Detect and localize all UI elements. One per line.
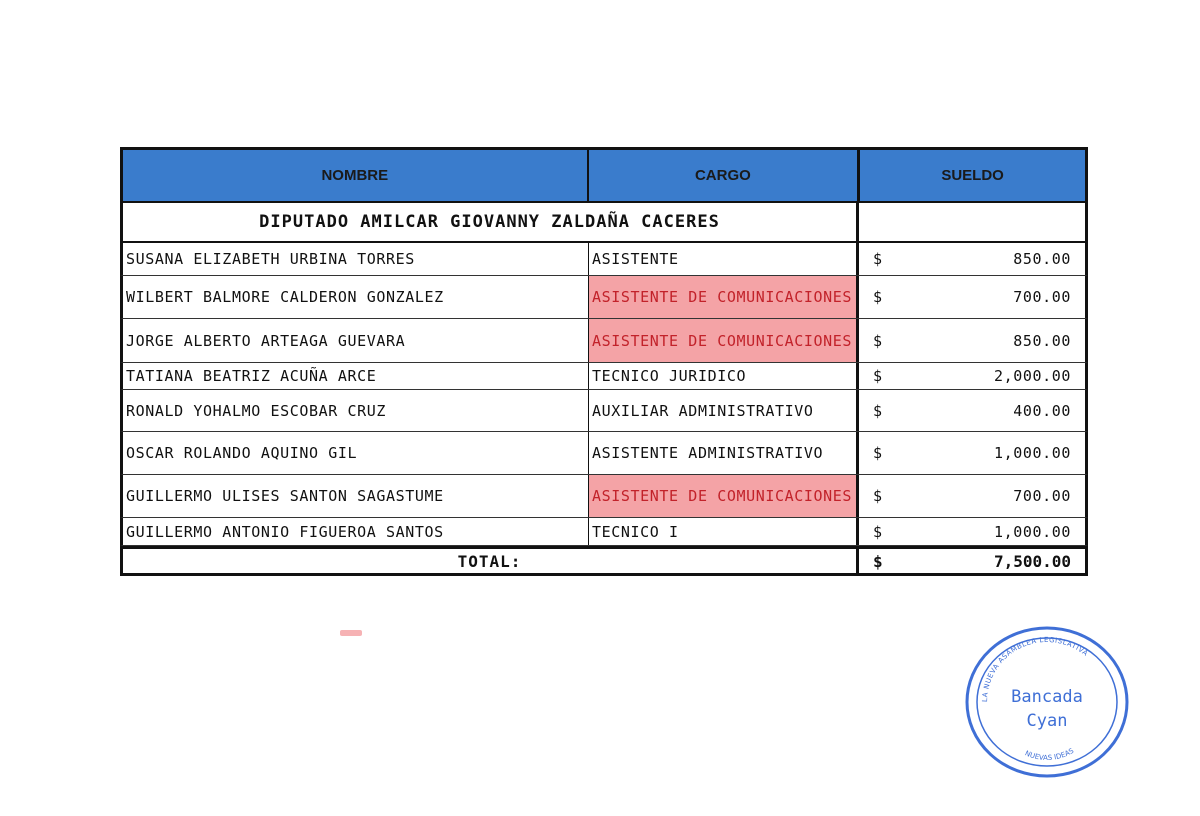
deputy-row [120,203,1088,243]
deputy-blank-cell [859,203,1085,241]
cell-sueldo [859,319,1085,362]
salary-amount: 400.00 [1013,401,1071,420]
currency-symbol: $ [873,367,883,385]
total-amount-cell [859,549,1085,573]
cell-nombre: GUILLERMO ANTONIO FIGUEROA SANTOS [123,518,589,545]
svg-text:NUEVAS IDEAS [1024,747,1076,763]
cell-nombre: OSCAR ROLANDO AQUINO GIL [123,432,589,474]
cell-cargo: ASISTENTE [589,243,859,275]
currency-symbol: $ [873,444,883,462]
table-row [120,319,1088,363]
deputy-name: DIPUTADO AMILCAR GIOVANNY ZALDAÑA CACERES [123,203,859,241]
cell-cargo: TECNICO I [589,518,859,545]
cell-sueldo [859,432,1085,474]
bancada-cyan-stamp [962,622,1132,782]
table-row [120,363,1088,390]
stamp-line2: Cyan [1026,711,1068,731]
table-row [120,243,1088,276]
currency-symbol: $ [873,250,883,268]
cell-sueldo [859,276,1085,318]
total-currency: $ [873,551,883,571]
cell-sueldo [859,518,1085,545]
cell-nombre: RONALD YOHALMO ESCOBAR CRUZ [123,390,589,431]
currency-symbol: $ [873,487,883,505]
currency-symbol: $ [873,288,883,306]
cell-sueldo [859,243,1085,275]
cell-sueldo [859,363,1085,389]
total-amount: 7,500.00 [993,551,1071,571]
cell-cargo: AUXILIAR ADMINISTRATIVO [589,390,859,431]
header-nombre: NOMBRE [123,150,589,201]
header-cargo: CARGO [589,150,861,201]
cell-nombre: SUSANA ELIZABETH URBINA TORRES [123,243,589,275]
table-row [120,475,1088,518]
salary-amount: 850.00 [1013,250,1071,268]
stamp-outer-text: LA NUEVA ASAMBLEA LEGISLATIVA [980,635,1090,703]
cell-nombre: WILBERT BALMORE CALDERON GONZALEZ [123,276,589,318]
total-label: TOTAL: [123,549,859,573]
cell-nombre: GUILLERMO ULISES SANTON SAGASTUME [123,475,589,517]
highlight-mark [340,630,362,636]
table-body [120,243,1088,546]
salary-amount: 1,000.00 [993,444,1071,462]
table-row [120,432,1088,475]
payroll-table [120,147,1088,576]
currency-symbol: $ [873,401,883,420]
cell-cargo: TECNICO JURIDICO [589,363,859,389]
salary-amount: 700.00 [1013,288,1071,306]
cell-sueldo [859,475,1085,517]
table-row [120,390,1088,432]
cell-cargo: ASISTENTE ADMINISTRATIVO [589,432,859,474]
currency-symbol: $ [873,522,883,541]
salary-amount: 1,000.00 [993,522,1071,541]
cell-cargo: ASISTENTE DE COMUNICACIONES [589,276,859,318]
stamp-bottom-text: NUEVAS IDEAS [1023,746,1076,763]
cell-sueldo [859,390,1085,431]
currency-symbol: $ [873,331,883,350]
table-row [120,518,1088,546]
salary-amount: 850.00 [1013,331,1071,350]
cell-nombre: JORGE ALBERTO ARTEAGA GUEVARA [123,319,589,362]
salary-amount: 2,000.00 [993,367,1071,385]
header-sueldo: SUELDO [860,150,1085,201]
cell-nombre: TATIANA BEATRIZ ACUÑA ARCE [123,363,589,389]
cell-cargo: ASISTENTE DE COMUNICACIONES [589,319,859,362]
total-row [120,546,1088,576]
stamp-line1: Bancada [1011,687,1083,707]
table-row [120,276,1088,319]
table-header [120,147,1088,203]
salary-amount: 700.00 [1013,487,1071,505]
cell-cargo: ASISTENTE DE COMUNICACIONES [589,475,859,517]
